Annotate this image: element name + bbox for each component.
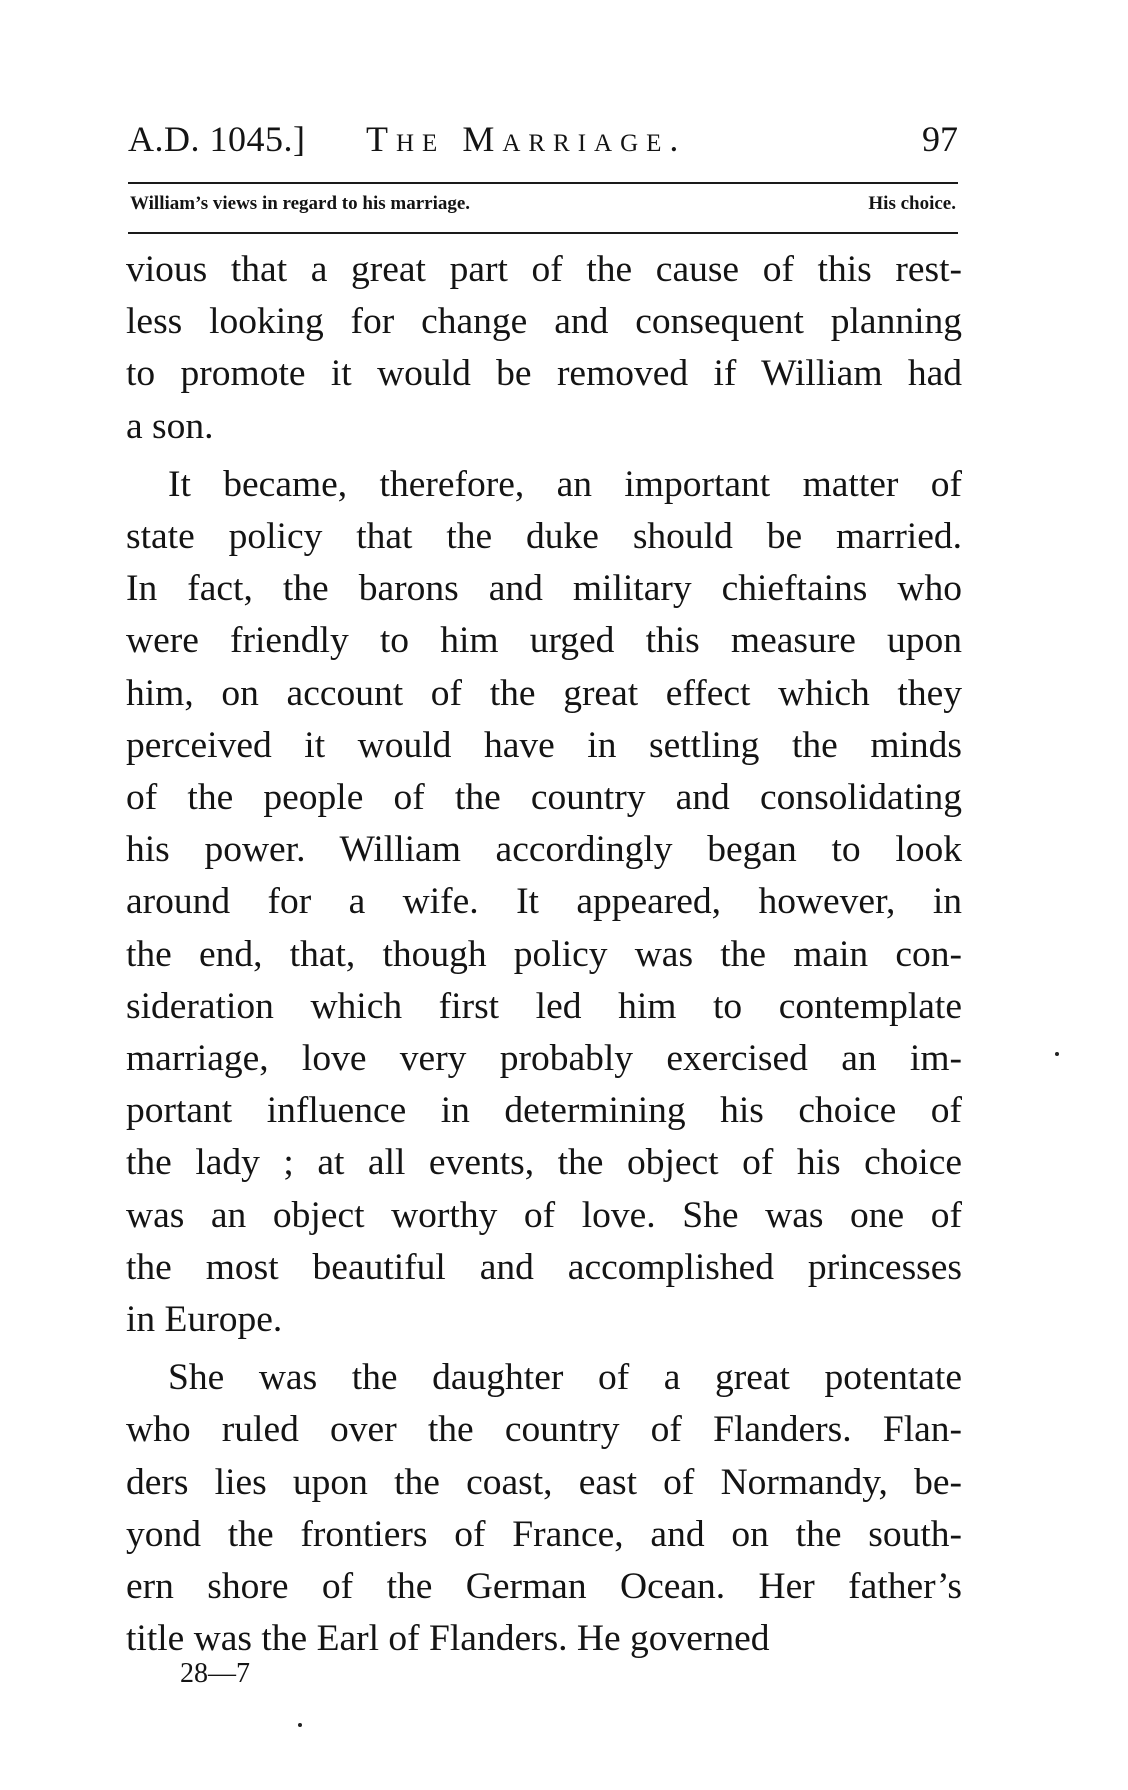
header-rule-bottom [128, 232, 958, 234]
running-header [128, 112, 958, 172]
text-line: less looking for change and consequent planning [126, 301, 962, 343]
page-number: 97 [922, 119, 958, 159]
text-line: She was the daughter of a great potentate [168, 1357, 962, 1399]
marginal-summary [130, 193, 956, 223]
text-line: It became, therefore, an important matter of [168, 463, 962, 505]
summary-right: His choice. [868, 193, 956, 214]
header-rule-top [128, 182, 958, 184]
text-line: ern shore of the German Ocean. Her father’s [126, 1566, 962, 1608]
text-line: to promote it would be removed if William had [126, 353, 962, 395]
print-speck [1055, 1052, 1059, 1056]
text-line: around for a wife. It appeared, however, in [126, 881, 962, 923]
text-line: who ruled over the country of Flanders. Flan- [126, 1409, 962, 1451]
text-line: portant influence in determining his choice of [126, 1090, 962, 1132]
signature-mark: 28—7 [180, 1658, 250, 1689]
text-line: title was the Earl of Flanders. He governed [126, 1618, 770, 1660]
summary-left: William’s views in regard to his marriage. [130, 193, 471, 214]
print-speck [298, 1723, 302, 1727]
text-line: the lady ; at all events, the object of his choice [126, 1142, 962, 1184]
header-date: A.D. 1045.] [128, 119, 306, 159]
text-line: him, on account of the great effect which they [126, 672, 962, 714]
text-line: in Europe. [126, 1299, 283, 1341]
text-line: yond the frontiers of France, and on the south- [126, 1513, 962, 1555]
text-line: the most beautiful and accomplished princesses [126, 1246, 962, 1288]
text-line: In fact, the barons and military chieftains who [126, 568, 962, 610]
body-text [126, 244, 962, 1665]
text-line: marriage, love very probably exercised an im- [126, 1038, 962, 1080]
text-line: his power. William accordingly began to look [126, 829, 962, 871]
paragraph [126, 244, 962, 453]
paragraph [126, 1352, 962, 1665]
text-line: vious that a great part of the cause of this rest- [126, 249, 962, 290]
text-line: were friendly to him urged this measure upon [126, 620, 962, 662]
text-line: a son. [126, 405, 214, 447]
text-line: was an object worthy of love. She was one of [126, 1194, 962, 1236]
text-line: state policy that the duke should be married. [126, 516, 962, 558]
text-line: ders lies upon the coast, east of Normandy, be- [126, 1461, 962, 1503]
paragraph [126, 459, 962, 1346]
header-title: The Marriage. [366, 119, 687, 159]
text-line: of the people of the country and consolidating [126, 777, 962, 819]
text-line: sideration which first led him to contemplate [126, 985, 962, 1027]
text-line: the end, that, though policy was the main con- [126, 933, 962, 975]
text-line: perceived it would have in settling the minds [126, 724, 962, 766]
